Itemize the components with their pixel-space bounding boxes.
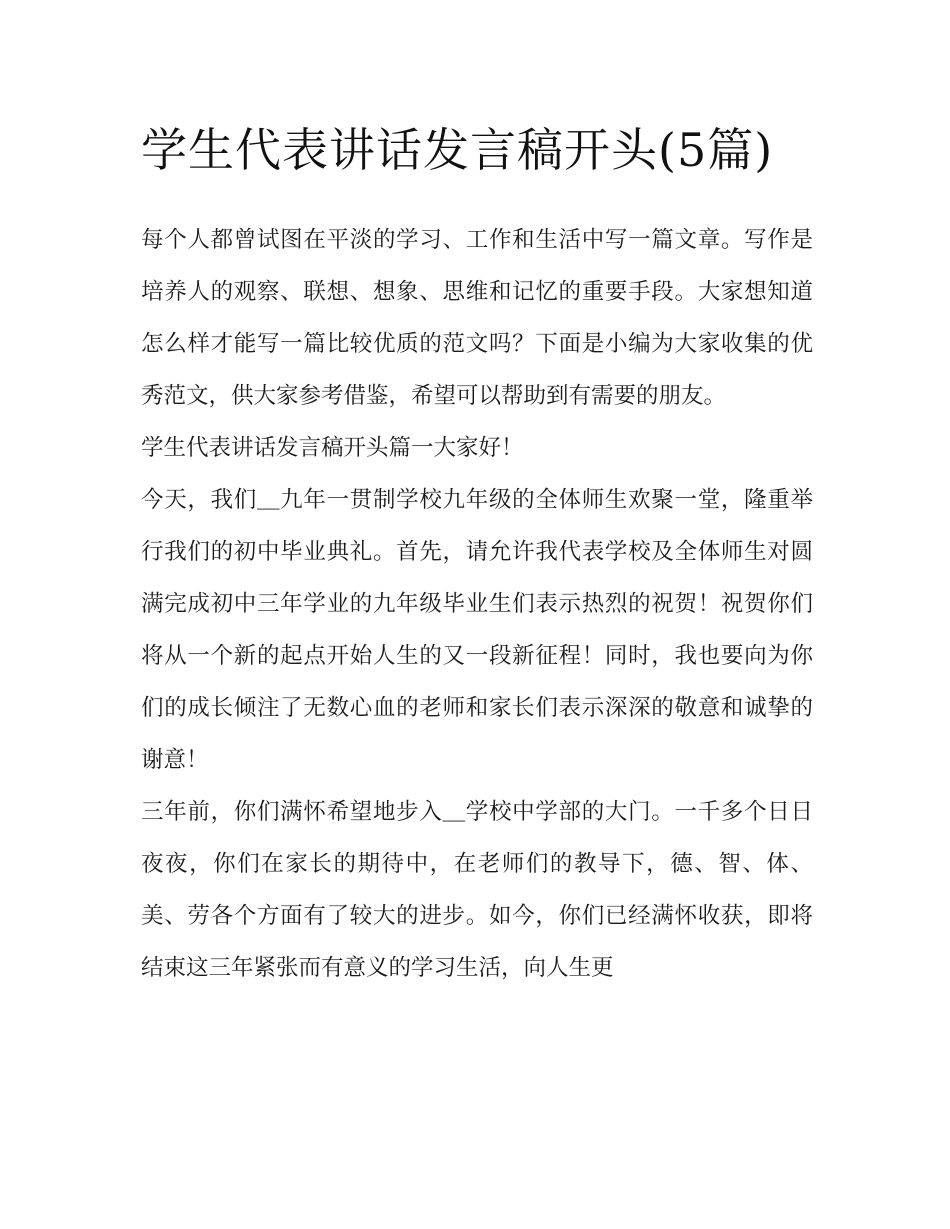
document-body <box>141 112 813 994</box>
body-paragraph: 今天，我们＿九年一贯制学校九年级的全体师生欢聚一堂，隆重举行我们的初中毕业典礼。首先，请允许我代表学校及全体师生对圆满完成初中三年学业的九年级毕业生们表示热烈的祝贺！祝贺你们将从一个新的起点开始人生的又一段新征程！同时，我也要向为你们的成长倾注了无数心血的老师和家长们表示深深的敬意和诚挚的谢意！ <box>141 487 813 773</box>
document-title: 学生代表讲话发言稿开头(5篇) <box>141 123 774 177</box>
body-paragraph: 三年前，你们满怀希望地步入＿学校中学部的大门。一千多个日日夜夜，你们在家长的期待中，在老师们的教导下，德、智、体、美、劳各个方面有了较大的进步。如今，你们已经满怀收获，即将结束这三年紧张而有意义的学习生活，向人生更 <box>141 799 813 981</box>
speech-heading-paragraph: 学生代表讲话发言稿开头篇一大家好！ <box>141 435 524 461</box>
intro-paragraph: 每个人都曾试图在平淡的学习、工作和生活中写一篇文章。写作是培养人的观察、联想、想象、思维和记忆的重要手段。大家想知道怎么样才能写一篇比较优质的范文吗？下面是小编为大家收集的优秀范文，供大家参考借鉴，希望可以帮助到有需要的朋友。 <box>141 227 813 409</box>
